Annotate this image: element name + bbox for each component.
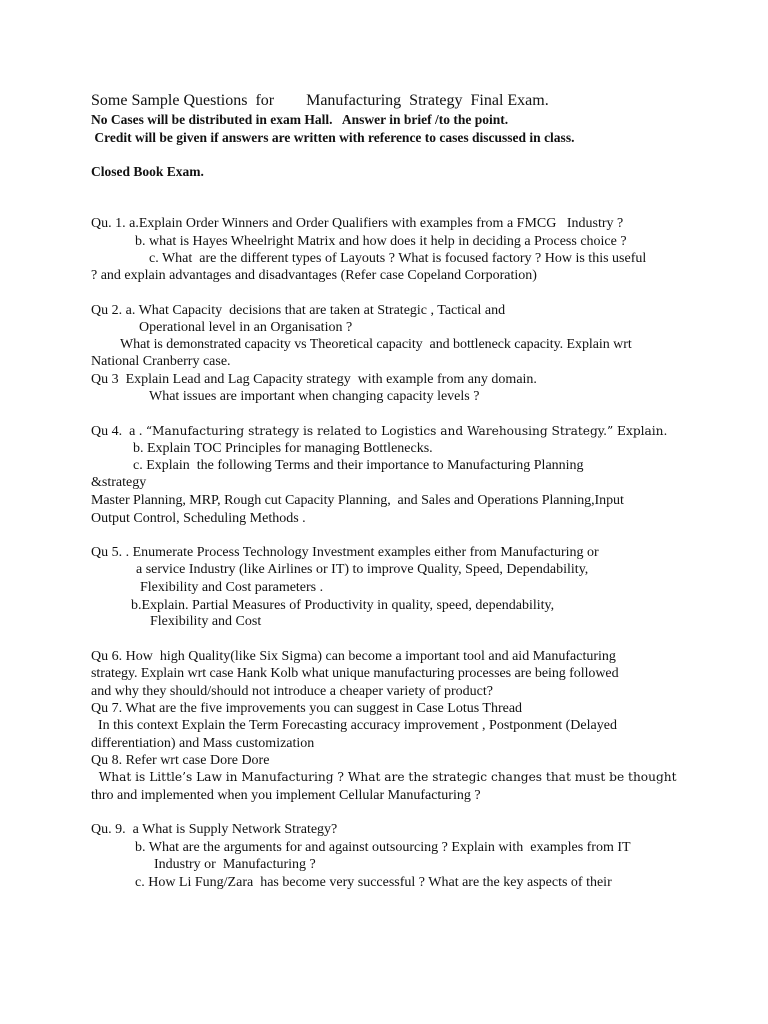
question-5-line-3: Flexibility and Cost parameters . xyxy=(140,580,324,595)
question-5-line-5: Flexibility and Cost xyxy=(150,614,262,629)
question-8-line-1: Qu 8. Refer wrt case Dore Dore xyxy=(91,753,270,768)
question-3-line-1: Qu 3 Explain Lead and Lag Capacity strategy with example from any domain. xyxy=(91,372,537,387)
question-2-line-3: What is demonstrated capacity vs Theoretical capacity and bottleneck capacity. Explain wrt xyxy=(120,337,632,352)
question-4-line-3: c. Explain the following Terms and their importance to Manufacturing Planning xyxy=(133,458,584,473)
document-title: Some Sample Questions for Manufacturing Strategy Final Exam. xyxy=(91,92,549,109)
question-2-line-1: Qu 2. a. What Capacity decisions that are taken at Strategic , Tactical and xyxy=(91,303,506,318)
exam-type-note: Closed Book Exam. xyxy=(91,164,204,179)
question-8-line-3: thro and implemented when you implement Cellular Manufacturing ? xyxy=(91,788,481,803)
question-8-line-2: What is Little’s Law in Manufacturing ? What are the strategic changes that must be thought xyxy=(91,770,677,784)
notice-line-1: No Cases will be distributed in exam Hall. Answer in brief /to the point. xyxy=(91,112,509,127)
question-4-line-4: &strategy xyxy=(91,475,147,490)
question-9-line-2: b. What are the arguments for and against outsourcing ? Explain with examples from IT xyxy=(135,840,631,855)
question-5-line-2: a service Industry (like Airlines or IT) to improve Quality, Speed, Dependability, xyxy=(136,562,589,577)
question-9-line-3: Industry or Manufacturing ? xyxy=(154,857,316,872)
question-1-line-4: ? and explain advantages and disadvantages (Refer case Copeland Corporation) xyxy=(91,268,537,283)
question-4-line-1 xyxy=(91,423,667,440)
question-1-line-2: b. what is Hayes Wheelright Matrix and how does it help in deciding a Process choice ? xyxy=(135,234,627,249)
question-6-line-1: Qu 6. How high Quality(like Six Sigma) can become a important tool and aid Manufacturing xyxy=(91,649,616,664)
question-4-quote: “Manufacturing strategy is related to Logistics and Warehousing Strategy.” Explain. xyxy=(145,424,668,438)
question-7-line-1: Qu 7. What are the five improvements you can suggest in Case Lotus Thread xyxy=(91,701,523,716)
question-7-line-2: In this context Explain the Term Forecasting accuracy improvement , Postponment (Delayed xyxy=(91,718,617,733)
notice-line-2: Credit will be given if answers are written with reference to cases discussed in class. xyxy=(91,130,575,145)
question-4-line-5: Master Planning, MRP, Rough cut Capacity Planning, and Sales and Operations Planning,Input xyxy=(91,493,624,508)
question-9-line-4: c. How Li Fung/Zara has become very successful ? What are the key aspects of their xyxy=(135,875,612,890)
question-4-line-6: Output Control, Scheduling Methods . xyxy=(91,511,306,526)
question-2-line-4: National Cranberry case. xyxy=(91,354,231,369)
question-5-line-1: Qu 5. . Enumerate Process Technology Investment examples either from Manufacturing or xyxy=(91,545,599,560)
question-2-line-2: Operational level in an Organisation ? xyxy=(139,320,353,335)
question-4-line-2: b. Explain TOC Principles for managing Bottlenecks. xyxy=(133,441,433,456)
question-5-line-4: b.Explain. Partial Measures of Productivity in quality, speed, dependability, xyxy=(131,598,555,613)
question-4-label: Qu 4. a . xyxy=(91,424,143,439)
question-6-line-2: strategy. Explain wrt case Hank Kolb what unique manufacturing processes are being followed xyxy=(91,666,619,681)
question-1-line-1: Qu. 1. a.Explain Order Winners and Order Qualifiers with examples from a FMCG Industry ? xyxy=(91,216,624,231)
question-7-line-3: differentiation) and Mass customization xyxy=(91,736,315,751)
question-6-line-3: and why they should/should not introduce a cheaper variety of product? xyxy=(91,684,493,699)
question-1-line-3: c. What are the different types of Layouts ? What is focused factory ? How is this useful xyxy=(149,251,647,266)
question-9-line-1: Qu. 9. a What is Supply Network Strategy? xyxy=(91,822,338,837)
question-3-line-2: What issues are important when changing capacity levels ? xyxy=(149,389,480,404)
